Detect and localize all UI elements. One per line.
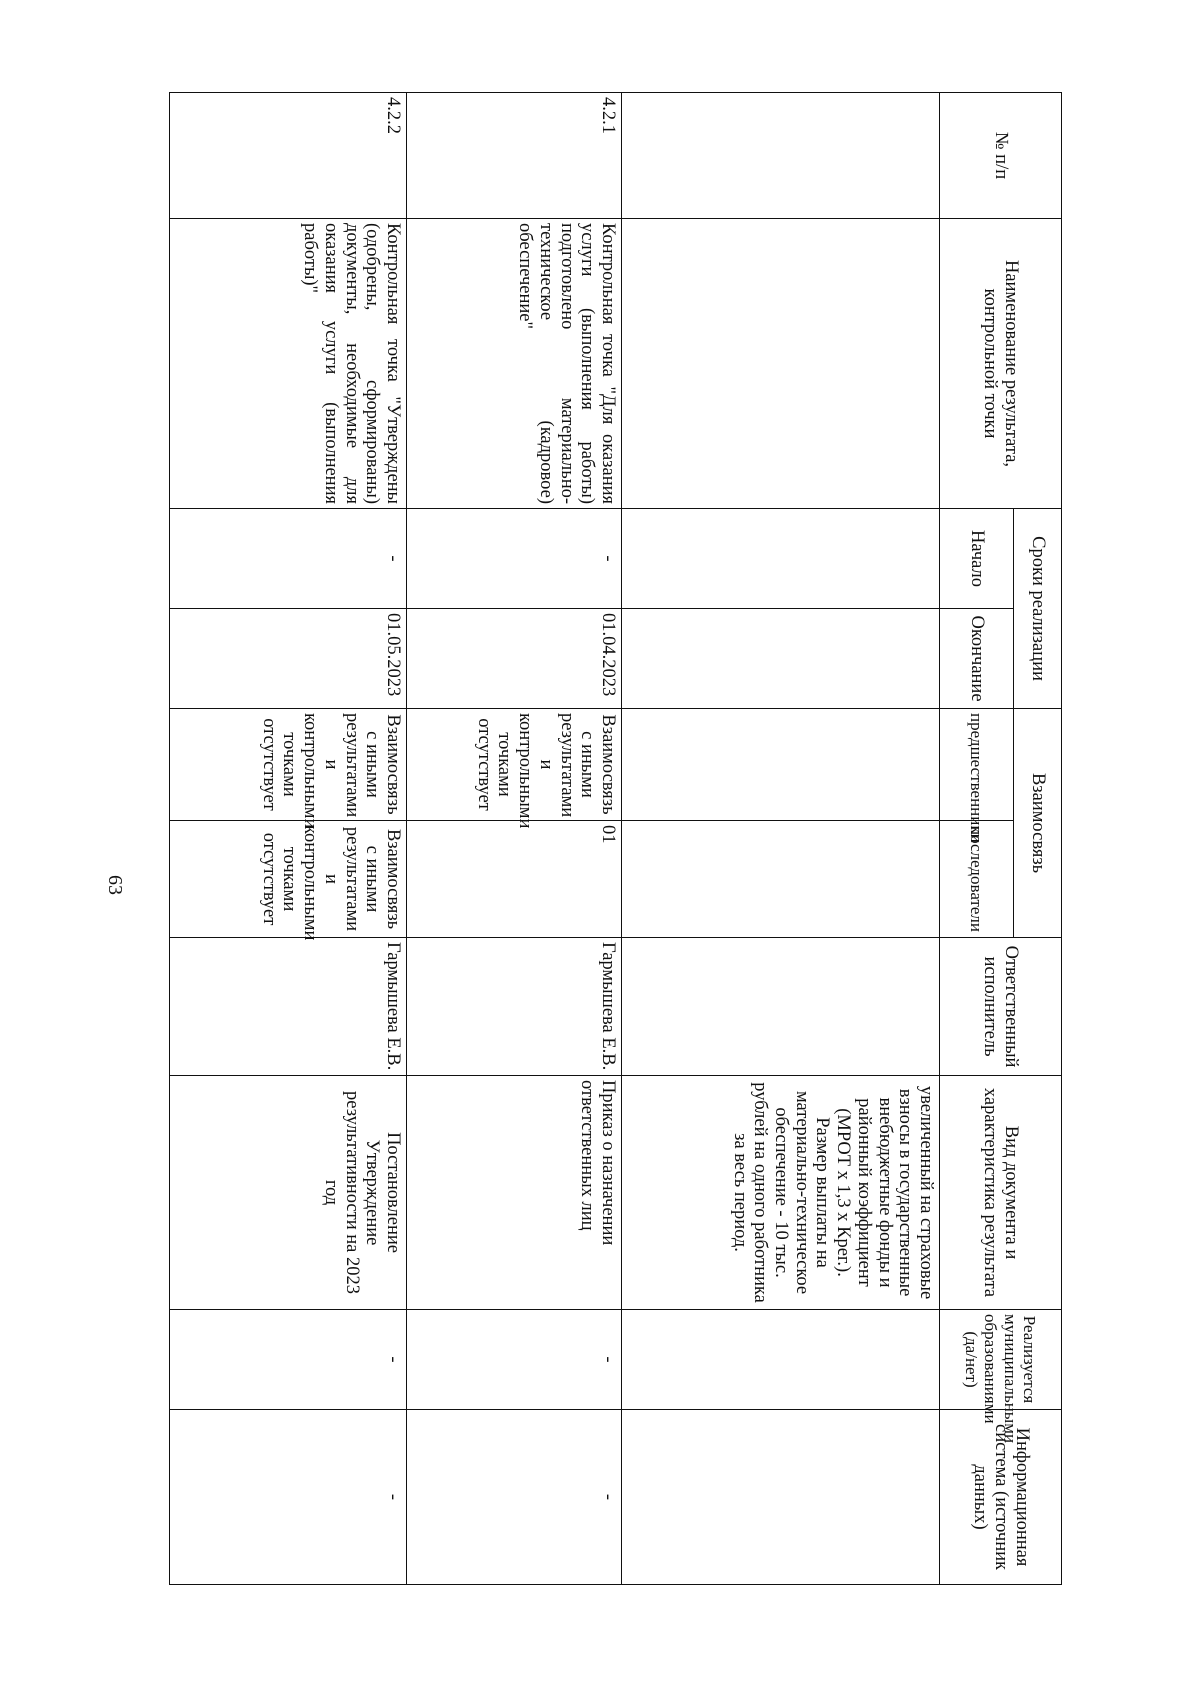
header-terms: Сроки реализации [1014,509,1062,709]
table-row [170,93,407,1585]
row-start: - [407,509,622,609]
row-responsible: Гармышева Е.В. [170,938,407,1076]
row-doc: Постановление Утверждение результативности на 2023 год [170,1076,407,1310]
row-responsible [622,938,940,1076]
header-responsible: Ответственный исполнитель [940,938,1062,1076]
row-num: 4.2.1 [407,93,622,219]
row-end [622,609,940,709]
row-municipal: - [407,1310,622,1410]
table-row [407,93,622,1585]
row-successors: 01 [407,821,622,938]
header-doc-type: Вид документа и характеристика результата [940,1076,1062,1310]
row-num [622,93,940,219]
row-end: 01.05.2023 [170,609,407,709]
results-table [169,92,1062,1585]
row-name: Контрольная точка "Утверждены (одобрены, сформированы) документы, необходимые для оказания услуги (выполнения работы)" [170,219,407,509]
table-row [622,93,940,1585]
row-responsible: Гармышева Е.В. [407,938,622,1076]
header-name: Наименование результата, контрольной точки [940,219,1062,509]
row-successors [622,821,940,938]
row-doc: Приказ о назначении ответственных лиц [407,1076,622,1310]
page-number: 63 [104,875,126,895]
row-info-system [622,1410,940,1585]
row-municipal [622,1310,940,1410]
row-end: 01.04.2023 [407,609,622,709]
header-start: Начало [940,509,1014,609]
row-predecessors [622,709,940,821]
row-info-system: - [407,1410,622,1585]
header-successors: последователи [940,821,1014,938]
row-num: 4.2.2 [170,93,407,219]
row-start: - [170,509,407,609]
row-predecessors: Взаимосвязь с иными результатами и контрольными точками отсутствует [170,709,407,821]
rotated-table-container [170,92,1062,1584]
row-start [622,509,940,609]
header-predecessors: предшественники [940,709,1014,821]
row-successors: Взаимосвязь с иными результатами и контрольными точками отсутствует [170,821,407,938]
row-name [622,219,940,509]
row-municipal: - [170,1310,407,1410]
header-num: № п/п [940,93,1062,219]
row-doc: увеличенный на страховые взносы в государственные внебюджетные фонды и районный коэффициент (МРОТ х 1,3 х Крег.). Размер выплаты на материально-техническое обеспечение - 10 тыс. рублей на одного работника за весь период. [622,1076,940,1310]
header-end: Окончание [940,609,1014,709]
header-relation: Взаимосвязь [1014,709,1062,938]
row-predecessors: Взаимосвязь с иными результатами и контрольными точками отсутствует [407,709,622,821]
header-info-system: Информационная система (источник данных) [940,1410,1062,1585]
header-municipal: Реализуется муниципальными образованиями (да/нет) [940,1310,1062,1410]
row-name: Контрольная точка "Для оказания услуги (выполнения работы) подготовлено материально-техническое (кадровое) обеспечение" [407,219,622,509]
row-info-system: - [170,1410,407,1585]
